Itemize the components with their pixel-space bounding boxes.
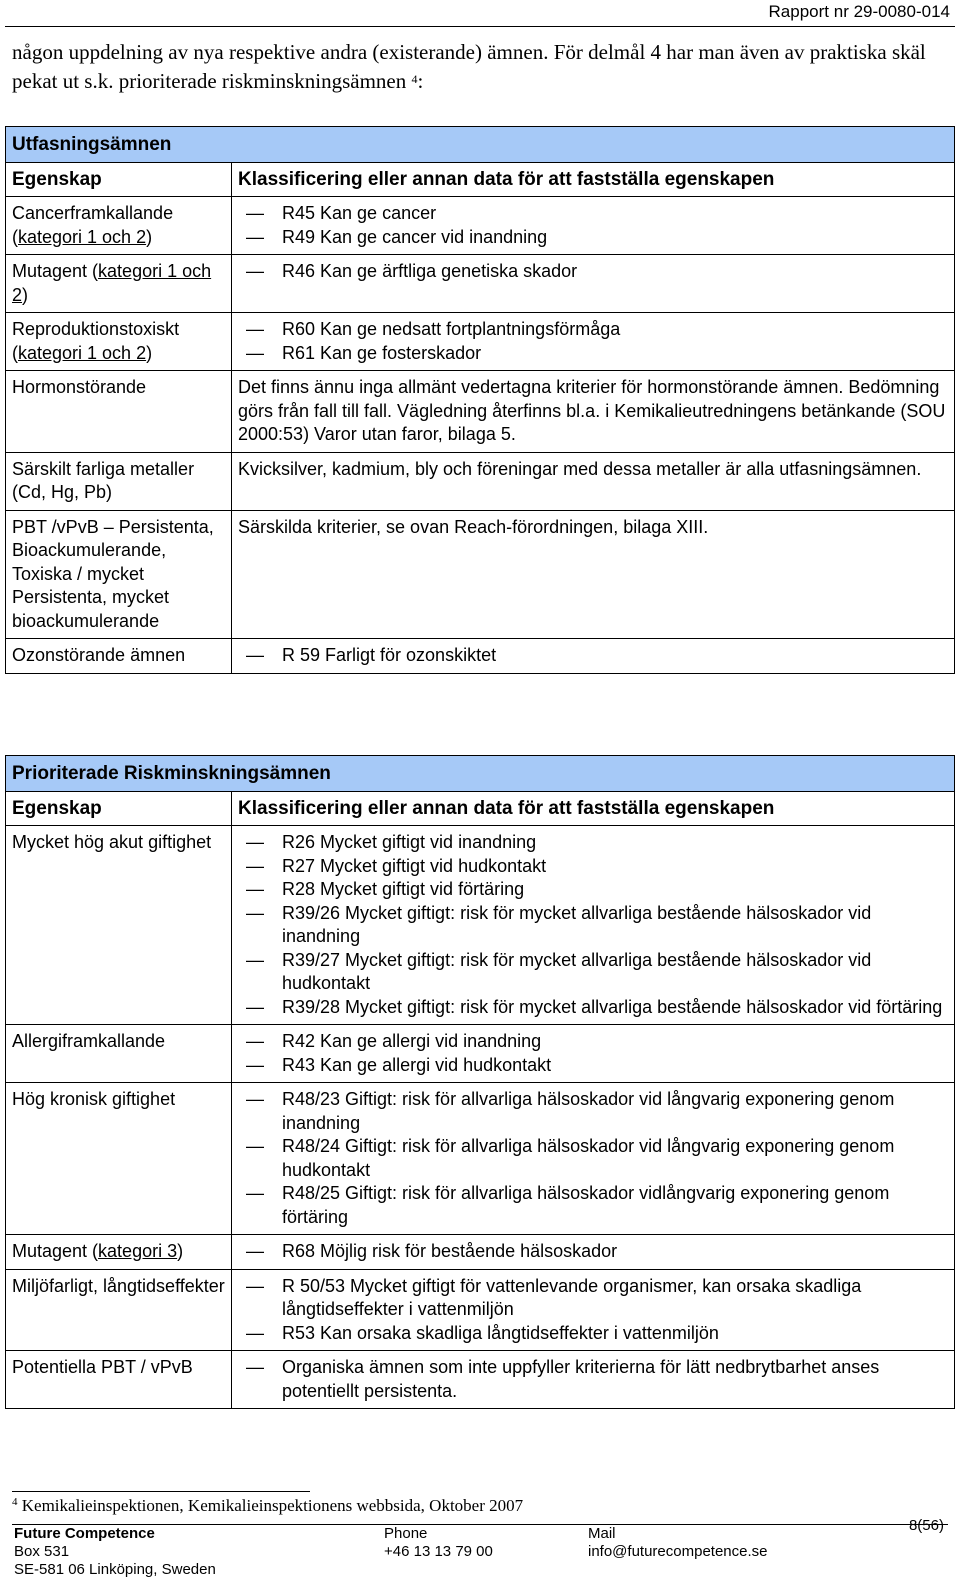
classification-cell [232, 826, 955, 1025]
list-item: — R68 Möjlig risk för bestående hälsoskador [238, 1240, 948, 1264]
property-cell: Miljöfarligt, långtidseffekter [6, 1269, 232, 1351]
table-row [6, 452, 955, 510]
list-item: — Organiska ämnen som inte uppfyller kriterierna för lätt nedbrytbarhet anses potentiellt persistenta. [238, 1356, 948, 1403]
intro-paragraph [12, 38, 952, 96]
table-title: Prioriterade Riskminskningsämnen [6, 756, 955, 792]
table-row [6, 313, 955, 371]
property-cell [6, 197, 232, 255]
intro-text: någon uppdelning av nya respektive andra (existerande) ämnen. För delmål 4 har man även av praktiska skäl pekat ut s.k. prioriterade riskminskningsämnen [12, 40, 926, 93]
table-row [6, 371, 955, 453]
table-row [6, 1235, 955, 1270]
column-header-property: Egenskap [6, 162, 232, 197]
property-text: ) [22, 284, 29, 305]
classification-cell: Särskilda kriterier, se ovan Reach-förordningen, bilaga XIII. [232, 510, 955, 639]
property-cell: Ozonstörande ämnen [6, 639, 232, 674]
property-text: Reproduktionstoxiskt ( [12, 319, 180, 363]
list-item: — R48/24 Giftigt: risk för allvarliga hälsoskador vid långvarig exponering genom hudkontakt [238, 1135, 948, 1182]
report-number: Rapport nr 29-0080-014 [768, 2, 950, 21]
column-header-property: Egenskap [6, 791, 232, 826]
table-row [6, 1351, 955, 1409]
classification-cell [232, 1269, 955, 1351]
property-cell [6, 255, 232, 313]
property-text: Mutagent ( [12, 261, 99, 281]
footnote-text: Kemikalieinspektionen, Kemikalieinspektionens webbsida, Oktober 2007 [21, 1496, 524, 1515]
risk-reduction-table [5, 755, 955, 1409]
property-cell: Hög kronisk giftighet [6, 1083, 232, 1235]
phase-out-table [5, 126, 955, 674]
footer-mail-block [588, 1525, 768, 1561]
footer-address2: SE-581 06 Linköping, Sweden [14, 1561, 216, 1578]
classification-cell: Kvicksilver, kadmium, bly och föreningar med dessa metaller är alla utfasningsämnen. [232, 452, 955, 510]
property-cell [6, 1235, 232, 1270]
list-item: — R39/28 Mycket giftigt: risk för mycket allvarliga bestående hälsoskador vid förtäring [238, 996, 948, 1020]
list-item: — R 50/53 Mycket giftigt för vattenlevande organismer, kan orsaka skadliga långtidseffekter i vattenmiljön [238, 1275, 948, 1322]
property-cell: PBT /vPvB – Persistenta, Bioackumulerande, Toxiska / mycket Persistenta, mycket bioackumulerande [6, 510, 232, 639]
property-underlined: kategori 1 och 2 [12, 261, 212, 305]
list-item: — R48/23 Giftigt: risk för allvarliga hälsoskador vid långvarig exponering genom inandning [238, 1088, 948, 1135]
classification-cell [232, 1025, 955, 1083]
footer-company-block [14, 1525, 216, 1579]
table-row [6, 1025, 955, 1083]
property-text: ) [146, 342, 153, 363]
property-cell: Mycket hög akut giftighet [6, 826, 232, 1025]
column-header-classification: Klassificering eller annan data för att fastställa egenskapen [232, 791, 955, 826]
footer-phone-label: Phone [384, 1525, 428, 1542]
list-item: — R39/26 Mycket giftigt: risk för mycket allvarliga bestående hälsoskador vid inandning [238, 902, 948, 949]
list-item: — R27 Mycket giftigt vid hudkontakt [238, 855, 948, 879]
footnote [12, 1496, 523, 1516]
classification-cell: Det finns ännu inga allmänt vedertagna kriterier för hormonstörande ämnen. Bedömning görs från fall till fall. Vägledning återfinns bl.a. i Kemikalieutredningens betänkande (SOU 2000:53) Varor utan faror, bilaga 5. [232, 371, 955, 453]
property-underlined: kategori 1 och 2 [18, 342, 147, 363]
footer-phone-block [384, 1525, 493, 1561]
property-text: Cancerframkallande ( [12, 203, 174, 247]
intro-end: : [417, 69, 424, 93]
table-row [6, 510, 955, 639]
property-cell: Särskilt farliga metaller (Cd, Hg, Pb) [6, 452, 232, 510]
list-item: — R26 Mycket giftigt vid inandning [238, 831, 948, 855]
property-cell: Hormonstörande [6, 371, 232, 453]
list-item: — R61 Kan ge fosterskador [238, 342, 948, 366]
list-item: — R60 Kan ge nedsatt fortplantningsförmåga [238, 318, 948, 342]
property-cell [6, 313, 232, 371]
property-cell: Potentiella PBT / vPvB [6, 1351, 232, 1409]
footer-mail-label: Mail [588, 1525, 616, 1542]
list-item: — R42 Kan ge allergi vid inandning [238, 1030, 948, 1054]
list-item: — R 59 Farligt för ozonskiktet [238, 644, 948, 668]
table-row [6, 639, 955, 674]
column-header-classification: Klassificering eller annan data för att fastställa egenskapen [232, 162, 955, 197]
classification-cell [232, 1351, 955, 1409]
footer-mail[interactable]: info@futurecompetence.se [588, 1543, 768, 1560]
footnote-ref: 4 [411, 72, 418, 86]
list-item: — R39/27 Mycket giftigt: risk för mycket allvarliga bestående hälsoskador vid hudkontakt [238, 949, 948, 996]
property-underlined: kategori 1 och 2 [18, 226, 147, 247]
list-item: — R46 Kan ge ärftliga genetiska skador [238, 260, 948, 284]
list-item: — R49 Kan ge cancer vid inandning [238, 226, 948, 250]
property-text: ) [146, 226, 153, 247]
classification-cell [232, 1235, 955, 1270]
list-item: — R48/25 Giftigt: risk för allvarliga hälsoskador vidlångvarig exponering genom förtäring [238, 1182, 948, 1229]
table-row [6, 1269, 955, 1351]
classification-cell [232, 197, 955, 255]
table-row [6, 826, 955, 1025]
classification-cell [232, 639, 955, 674]
footnote-number: 4 [12, 1496, 18, 1508]
list-item: — R45 Kan ge cancer [238, 202, 948, 226]
table-title: Utfasningsämnen [6, 127, 955, 163]
property-text: ) [177, 1241, 184, 1261]
table-row [6, 197, 955, 255]
table-row [6, 1083, 955, 1235]
classification-cell [232, 255, 955, 313]
list-item: — R28 Mycket giftigt vid förtäring [238, 878, 948, 902]
table-row [6, 255, 955, 313]
header-rule [5, 26, 955, 27]
footer-phone: +46 13 13 79 00 [384, 1543, 493, 1560]
property-cell: Allergiframkallande [6, 1025, 232, 1083]
footer-address1: Box 531 [14, 1543, 70, 1560]
property-underlined: kategori 3 [98, 1241, 178, 1261]
footnote-rule [12, 1491, 310, 1492]
classification-cell [232, 1083, 955, 1235]
footer-company: Future Competence [14, 1525, 155, 1542]
page-number: 8(56) [908, 1517, 944, 1534]
list-item: — R43 Kan ge allergi vid hudkontakt [238, 1054, 948, 1078]
classification-cell [232, 313, 955, 371]
property-text: Mutagent ( [12, 1241, 99, 1261]
list-item: — R53 Kan orsaka skadliga långtidseffekter i vattenmiljön [238, 1322, 948, 1346]
